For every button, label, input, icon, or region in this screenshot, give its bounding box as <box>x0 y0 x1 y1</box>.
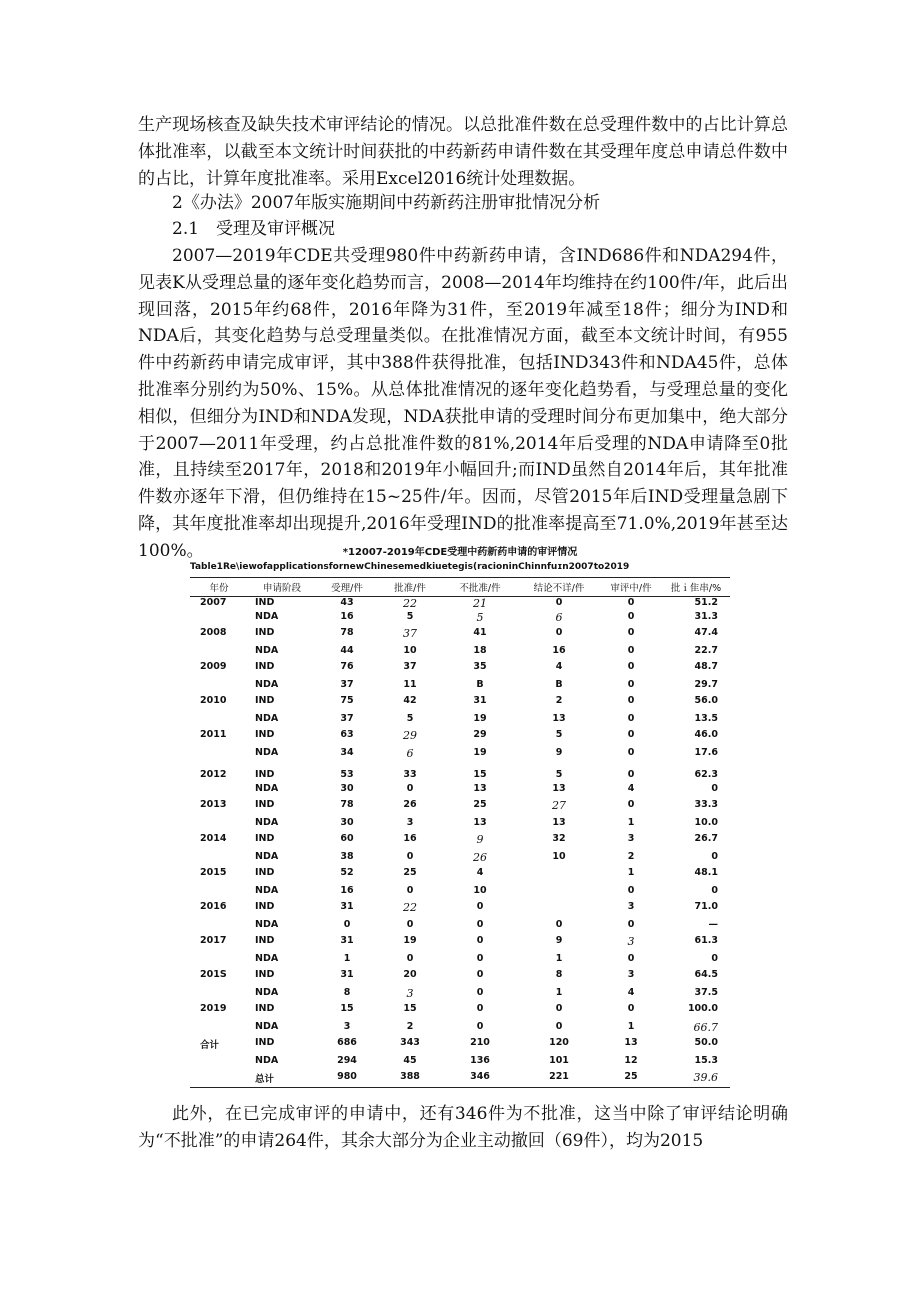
cell-year <box>190 987 248 1003</box>
table-row <box>190 1071 730 1088</box>
header-accepted: 受理/件 <box>316 578 378 597</box>
cell-year: 2015 <box>200 867 227 878</box>
cell-value: 31 <box>340 901 354 912</box>
cell-value: 47.4 <box>694 627 718 638</box>
cell-value: 3 <box>627 969 635 980</box>
cell-value: 39.6 <box>662 1071 730 1088</box>
cell-stage: IND <box>255 627 275 638</box>
cell-value: 9 <box>476 833 484 846</box>
cell-stage: IND <box>255 695 275 706</box>
cell-value: 31 <box>473 695 487 706</box>
cell-value: 8 <box>343 987 351 998</box>
table-row <box>190 713 730 729</box>
header-rejected: 不批准/件 <box>442 578 518 597</box>
cell-value: 34 <box>340 747 354 758</box>
cell-value: 33.3 <box>694 799 718 810</box>
table-row <box>190 679 730 695</box>
cell-value: 37 <box>403 661 417 672</box>
table-row <box>190 935 730 953</box>
cell-value: 22.7 <box>694 645 718 656</box>
cell-stage: IND <box>255 661 275 672</box>
table-row <box>190 817 730 833</box>
cell-value: 0 <box>406 953 414 964</box>
cell-value: 0 <box>406 783 414 794</box>
cell-value: 1 <box>555 953 563 964</box>
cell-value: 16 <box>403 833 417 844</box>
cell-value: 29 <box>473 729 487 740</box>
cell-value: 4 <box>627 783 635 794</box>
cell-value: 53 <box>340 769 354 780</box>
cell-value: 22 <box>403 597 417 610</box>
cell-value: 31.3 <box>694 611 718 622</box>
cell-value: 3 <box>343 1021 351 1032</box>
table-row <box>190 627 730 645</box>
cell-value: 0 <box>627 597 635 608</box>
cell-value: 63 <box>340 729 354 740</box>
following-paragraph: 此外，在已完成审评的申请中，还有346件为不批准，这当中除了审评结论明确为“不批准”的申请264件，其余大部分为企业主动撤回（69件），均为2015 <box>138 1104 788 1151</box>
cell-stage: NDA <box>255 611 279 622</box>
cell-value: 0 <box>711 953 718 964</box>
cell-value: 686 <box>337 1037 357 1048</box>
table-row <box>190 783 730 799</box>
cell-value: 2 <box>627 851 635 862</box>
cell-value: 3 <box>627 901 635 912</box>
cell-value: 0 <box>627 713 635 724</box>
cell-value: 20 <box>403 969 417 980</box>
cell-value: 120 <box>549 1037 569 1048</box>
cell-value: 15 <box>340 1003 354 1014</box>
cell-value: 0 <box>627 679 635 690</box>
cell-value: 13 <box>552 713 566 724</box>
cell-value: B <box>476 679 484 690</box>
cell-value: 11 <box>403 679 417 690</box>
cell-value: 3 <box>627 935 635 948</box>
cell-value: 0 <box>711 885 718 896</box>
cell-value: 0 <box>476 953 484 964</box>
cell-stage: NDA <box>255 1021 279 1032</box>
cell-value: — <box>708 919 718 930</box>
table-row <box>190 1055 730 1071</box>
cell-value: 0 <box>627 747 635 758</box>
cell-stage: IND <box>255 729 275 740</box>
cell-year <box>190 851 248 867</box>
cell-value: 4 <box>627 987 635 998</box>
table-row <box>190 953 730 969</box>
table-caption-en: Table1Re\iewofapplicationsfornewChinesemedkiuetegis(racioninChinnfuɪn2007to2019 <box>190 562 630 572</box>
cell-value: 0 <box>476 919 484 930</box>
cell-value: 27 <box>552 799 566 812</box>
cell-year <box>190 1055 248 1071</box>
table-row <box>190 597 730 612</box>
cell-value: 31 <box>340 935 354 946</box>
cell-stage: NDA <box>255 747 279 758</box>
cell-value: 48.1 <box>694 867 718 878</box>
cell-value: 0 <box>627 1003 635 1014</box>
cell-stage: NDA <box>255 783 279 794</box>
cell-value: 19 <box>403 935 417 946</box>
cell-value: 37.5 <box>694 987 718 998</box>
cell-value: 0 <box>476 987 484 998</box>
cell-value: 15 <box>473 769 487 780</box>
cell-value: 0 <box>555 597 563 608</box>
cell-value: 0 <box>627 661 635 672</box>
section-heading-2-1: 2.1 受理及审评概况 <box>172 219 336 239</box>
cell-value: 64.5 <box>694 969 718 980</box>
cell-value: 0 <box>627 799 635 810</box>
cell-value: 0 <box>555 919 563 930</box>
cell-value: 5 <box>555 769 563 780</box>
cell-stage: NDA <box>255 817 279 828</box>
cell-value: 13.5 <box>694 713 718 724</box>
cell-value: 1 <box>343 953 351 964</box>
cell-year <box>190 747 248 769</box>
cell-value: 136 <box>470 1055 490 1066</box>
cell-value: 75 <box>340 695 354 706</box>
cell-value: 2 <box>406 1021 414 1032</box>
cell-value: 48.7 <box>694 661 718 672</box>
cell-value: 0 <box>476 1021 484 1032</box>
cell-value: 37 <box>403 627 417 640</box>
table-row <box>190 769 730 783</box>
table-row <box>190 833 730 851</box>
cell-value: 0 <box>406 851 414 862</box>
header-rate: 批ｉ隹串/% <box>662 578 730 597</box>
cell-value: 3 <box>406 987 414 1000</box>
cell-stage: IND <box>255 769 275 780</box>
cell-stage: NDA <box>255 919 279 930</box>
cell-stage: IND <box>255 799 275 810</box>
cell-value: 221 <box>518 1071 600 1088</box>
cell-value: 43 <box>340 597 354 608</box>
cell-year: 2016 <box>200 901 227 912</box>
cell-value: 32 <box>552 833 566 844</box>
cell-value: 3 <box>627 833 635 844</box>
cell-value: 10 <box>552 851 566 862</box>
cell-value: 6 <box>555 611 563 624</box>
cell-value: 9 <box>555 935 563 946</box>
cell-value: 9 <box>555 747 563 758</box>
cell-value: 1 <box>627 817 635 828</box>
cell-value: 29.7 <box>694 679 718 690</box>
cell-value: 13 <box>473 817 487 828</box>
cell-value: 6 <box>406 747 414 760</box>
cell-value: 0 <box>711 783 718 794</box>
cell-year <box>190 885 248 901</box>
cell-year <box>190 1071 248 1088</box>
cell-value: 31 <box>340 969 354 980</box>
cell-stage: NDA <box>255 851 279 862</box>
cell-stage: NDA <box>255 987 279 998</box>
cell-value: B <box>555 679 563 690</box>
cell-year: 2019 <box>200 1003 227 1014</box>
cell-value <box>518 901 600 919</box>
table-row <box>190 1021 730 1037</box>
cell-value: 0 <box>555 1003 563 1014</box>
cell-value: 10.0 <box>694 817 718 828</box>
table-row <box>190 747 730 769</box>
cell-stage: IND <box>255 901 275 912</box>
cell-value: 41 <box>473 627 487 638</box>
cell-value: 2 <box>555 695 563 706</box>
cell-value: 0 <box>476 901 484 912</box>
cell-value: 19 <box>473 747 487 758</box>
cell-value: 52 <box>340 867 354 878</box>
cell-value: 0 <box>476 969 484 980</box>
cell-stage: NDA <box>255 953 279 964</box>
cell-value: 78 <box>340 799 354 810</box>
cell-year: 2017 <box>200 935 227 946</box>
cell-stage: NDA <box>255 645 279 656</box>
cell-value: 13 <box>552 783 566 794</box>
table-row <box>190 645 730 661</box>
cell-value: 22 <box>403 901 417 914</box>
cell-stage: IND <box>255 935 275 946</box>
cell-value: 980 <box>316 1071 378 1088</box>
cell-year <box>190 679 248 695</box>
table-header-row <box>190 578 730 597</box>
cell-stage: 总计 <box>248 1071 316 1088</box>
cell-value: 0 <box>406 919 414 930</box>
review-table <box>190 577 730 1088</box>
cell-year <box>190 817 248 833</box>
cell-value: 30 <box>340 783 354 794</box>
cell-year: 2014 <box>200 833 227 844</box>
cell-value: 16 <box>340 885 354 896</box>
cell-value: 5 <box>555 729 563 740</box>
cell-year <box>190 645 248 661</box>
header-approved: 批准/件 <box>378 578 442 597</box>
cell-stage: IND <box>255 1003 275 1014</box>
cell-value: 12 <box>624 1055 638 1066</box>
cell-stage: IND <box>255 1037 275 1048</box>
cell-value: 0 <box>406 885 414 896</box>
cell-value: 60 <box>340 833 354 844</box>
cell-stage: IND <box>255 833 275 844</box>
cell-value: 42 <box>403 695 417 706</box>
cell-year: 合计 <box>200 1040 220 1051</box>
cell-value: 46.0 <box>694 729 718 740</box>
cell-value: 0 <box>627 919 635 930</box>
cell-value: 10 <box>403 645 417 656</box>
cell-value: 50.0 <box>694 1037 718 1048</box>
cell-value: 29 <box>403 729 417 742</box>
cell-value: 3 <box>406 817 414 828</box>
cell-value: 8 <box>555 969 563 980</box>
cell-stage: NDA <box>255 713 279 724</box>
cell-value: 0 <box>476 1003 484 1014</box>
cell-value: 0 <box>627 627 635 638</box>
intro-paragraph: 生产现场核查及缺失技术审评结论的情况。以总批准件数在总受理件数中的占比计算总体批准率，以截至本文统计时间获批的中药新药申请件数在其受理年度总申请总件数中的占比，计算年度批准率。采用Excel2016统计处理数据。 <box>138 115 788 189</box>
cell-value: 294 <box>337 1055 357 1066</box>
section-heading-2: 2《办法》2007年版实施期间中药新药注册审批情况分析 <box>172 193 601 213</box>
cell-value: 66.7 <box>693 1021 718 1034</box>
table-row <box>190 987 730 1003</box>
cell-value: 5 <box>406 611 414 622</box>
cell-value: 25 <box>473 799 487 810</box>
cell-value: 45 <box>403 1055 417 1066</box>
table-row <box>190 851 730 867</box>
cell-value: 38 <box>340 851 354 862</box>
cell-year <box>190 713 248 729</box>
table-row <box>190 729 730 747</box>
cell-value: 0 <box>555 1021 563 1032</box>
cell-stage: NDA <box>255 1055 279 1066</box>
cell-value: 210 <box>470 1037 490 1048</box>
cell-value: 78 <box>340 627 354 638</box>
cell-value: 15 <box>403 1003 417 1014</box>
table-caption-cn: *12007-2019年CDE受理中药新药申请的审评情况 <box>342 547 578 558</box>
cell-value: 1 <box>627 1021 635 1032</box>
cell-stage: NDA <box>255 885 279 896</box>
cell-value: 62.3 <box>694 769 718 780</box>
cell-value: 56.0 <box>694 695 718 706</box>
header-year: 年份 <box>190 578 248 597</box>
cell-value: 17.6 <box>694 747 718 758</box>
cell-year: 2013 <box>200 799 227 810</box>
table-row <box>190 867 730 885</box>
cell-value: 18 <box>473 645 487 656</box>
cell-value: 0 <box>627 729 635 740</box>
cell-value: 0 <box>476 935 484 946</box>
table-row <box>190 1003 730 1021</box>
cell-value: 0 <box>711 851 718 862</box>
cell-value: 37 <box>340 713 354 724</box>
cell-value: 13 <box>473 783 487 794</box>
table-row <box>190 661 730 679</box>
cell-value: 0 <box>627 953 635 964</box>
cell-value: 26 <box>403 799 417 810</box>
cell-year: 201S <box>200 969 227 980</box>
cell-value: 0 <box>627 645 635 656</box>
cell-value <box>518 885 600 901</box>
header-pending: 审评中/件 <box>600 578 662 597</box>
cell-value: 19 <box>473 713 487 724</box>
cell-stage: IND <box>255 597 275 608</box>
cell-value: 10 <box>473 885 487 896</box>
cell-value: 15.3 <box>694 1055 718 1066</box>
cell-value: 0 <box>627 611 635 622</box>
table-row <box>190 695 730 713</box>
cell-year <box>190 1021 248 1037</box>
cell-value: 16 <box>340 611 354 622</box>
table-row <box>190 611 730 627</box>
cell-year <box>190 783 248 799</box>
cell-stage: IND <box>255 969 275 980</box>
cell-value: 0 <box>627 885 635 896</box>
cell-value: 51.2 <box>694 597 718 608</box>
cell-value: 4 <box>555 661 563 672</box>
cell-year <box>190 611 248 627</box>
cell-value: 1 <box>555 987 563 998</box>
cell-value: 13 <box>624 1037 638 1048</box>
cell-stage: IND <box>255 867 275 878</box>
cell-value: 33 <box>403 769 417 780</box>
cell-value <box>518 867 600 885</box>
cell-value: 346 <box>442 1071 518 1088</box>
header-unknown: 结论不详/件 <box>518 578 600 597</box>
cell-value: 16 <box>552 645 566 656</box>
cell-value: 76 <box>340 661 354 672</box>
cell-value: 0 <box>627 769 635 780</box>
cell-value: 26.7 <box>694 833 718 844</box>
cell-value: 35 <box>473 661 487 672</box>
cell-value: 388 <box>378 1071 442 1088</box>
table-row <box>190 885 730 901</box>
cell-value: 100.0 <box>687 1003 718 1014</box>
cell-value: 0 <box>343 919 351 930</box>
cell-value: 25 <box>600 1071 662 1088</box>
cell-value: 37 <box>340 679 354 690</box>
cell-value: 1 <box>627 867 635 878</box>
table-row <box>190 969 730 987</box>
cell-value: 101 <box>549 1055 569 1066</box>
cell-year <box>190 919 248 935</box>
cell-value: 5 <box>406 713 414 724</box>
table-row <box>190 1037 730 1055</box>
cell-year: 2009 <box>200 661 227 672</box>
cell-stage: NDA <box>255 679 279 690</box>
cell-value: 5 <box>476 611 484 624</box>
header-stage: 申请阶段 <box>248 578 316 597</box>
cell-value: 61.3 <box>694 935 718 946</box>
cell-year: 2011 <box>200 729 227 740</box>
table-row <box>190 799 730 817</box>
cell-value: 0 <box>627 695 635 706</box>
cell-year: 2008 <box>200 627 227 638</box>
cell-year: 2007 <box>200 597 227 608</box>
cell-value: 30 <box>340 817 354 828</box>
cell-value: 26 <box>473 851 487 864</box>
table-row <box>190 901 730 919</box>
cell-value: 343 <box>400 1037 420 1048</box>
table-row <box>190 919 730 935</box>
cell-value: 13 <box>552 817 566 828</box>
cell-value: 71.0 <box>694 901 718 912</box>
cell-value: 21 <box>473 597 487 610</box>
body-paragraph: 2007—2019年CDE共受理980件中药新药申请，含IND686件和NDA294件，见表K从受理总量的逐年变化趋势而言，2008—2014年均维持在约100件/年，此后出现回落，2015年约68件，2016年降为31件，至2019年减至18件；细分为IND和NDA后，其变化趋势与总受理量类似。在批准情况方面，截至本文统计时间，有955件中药新药申请完成审评，其中388件获得批准，包括IND343件和NDA45件，总体批准率分别约为50%、15%。从总体批准情况的逐年变化趋势看，与受理总量的变化相似，但细分为IND和NDA发现，NDA获批申请的受理时间分布更加集中，绝大部分于2007—2011年受理，约占总批准件数的81%,2014年后受理的NDA申请降至0批准，且持续至2017年，2018和2019年小幅回升;而IND虽然自2014年后，其年批准件数亦逐年下滑，但仍维持在15~25件/年。因而，尽管2015年后IND受理量急剧下降，其年度批准率却出现提升,2016年受理IND的批准率提高至71.0%,2019年甚至达100%。 <box>138 246 788 561</box>
cell-value: 44 <box>340 645 354 656</box>
cell-value: 25 <box>403 867 417 878</box>
cell-value: 4 <box>476 867 484 878</box>
cell-year <box>190 953 248 969</box>
cell-value: 0 <box>555 627 563 638</box>
cell-year: 2012 <box>200 769 227 780</box>
cell-year: 2010 <box>200 695 227 706</box>
